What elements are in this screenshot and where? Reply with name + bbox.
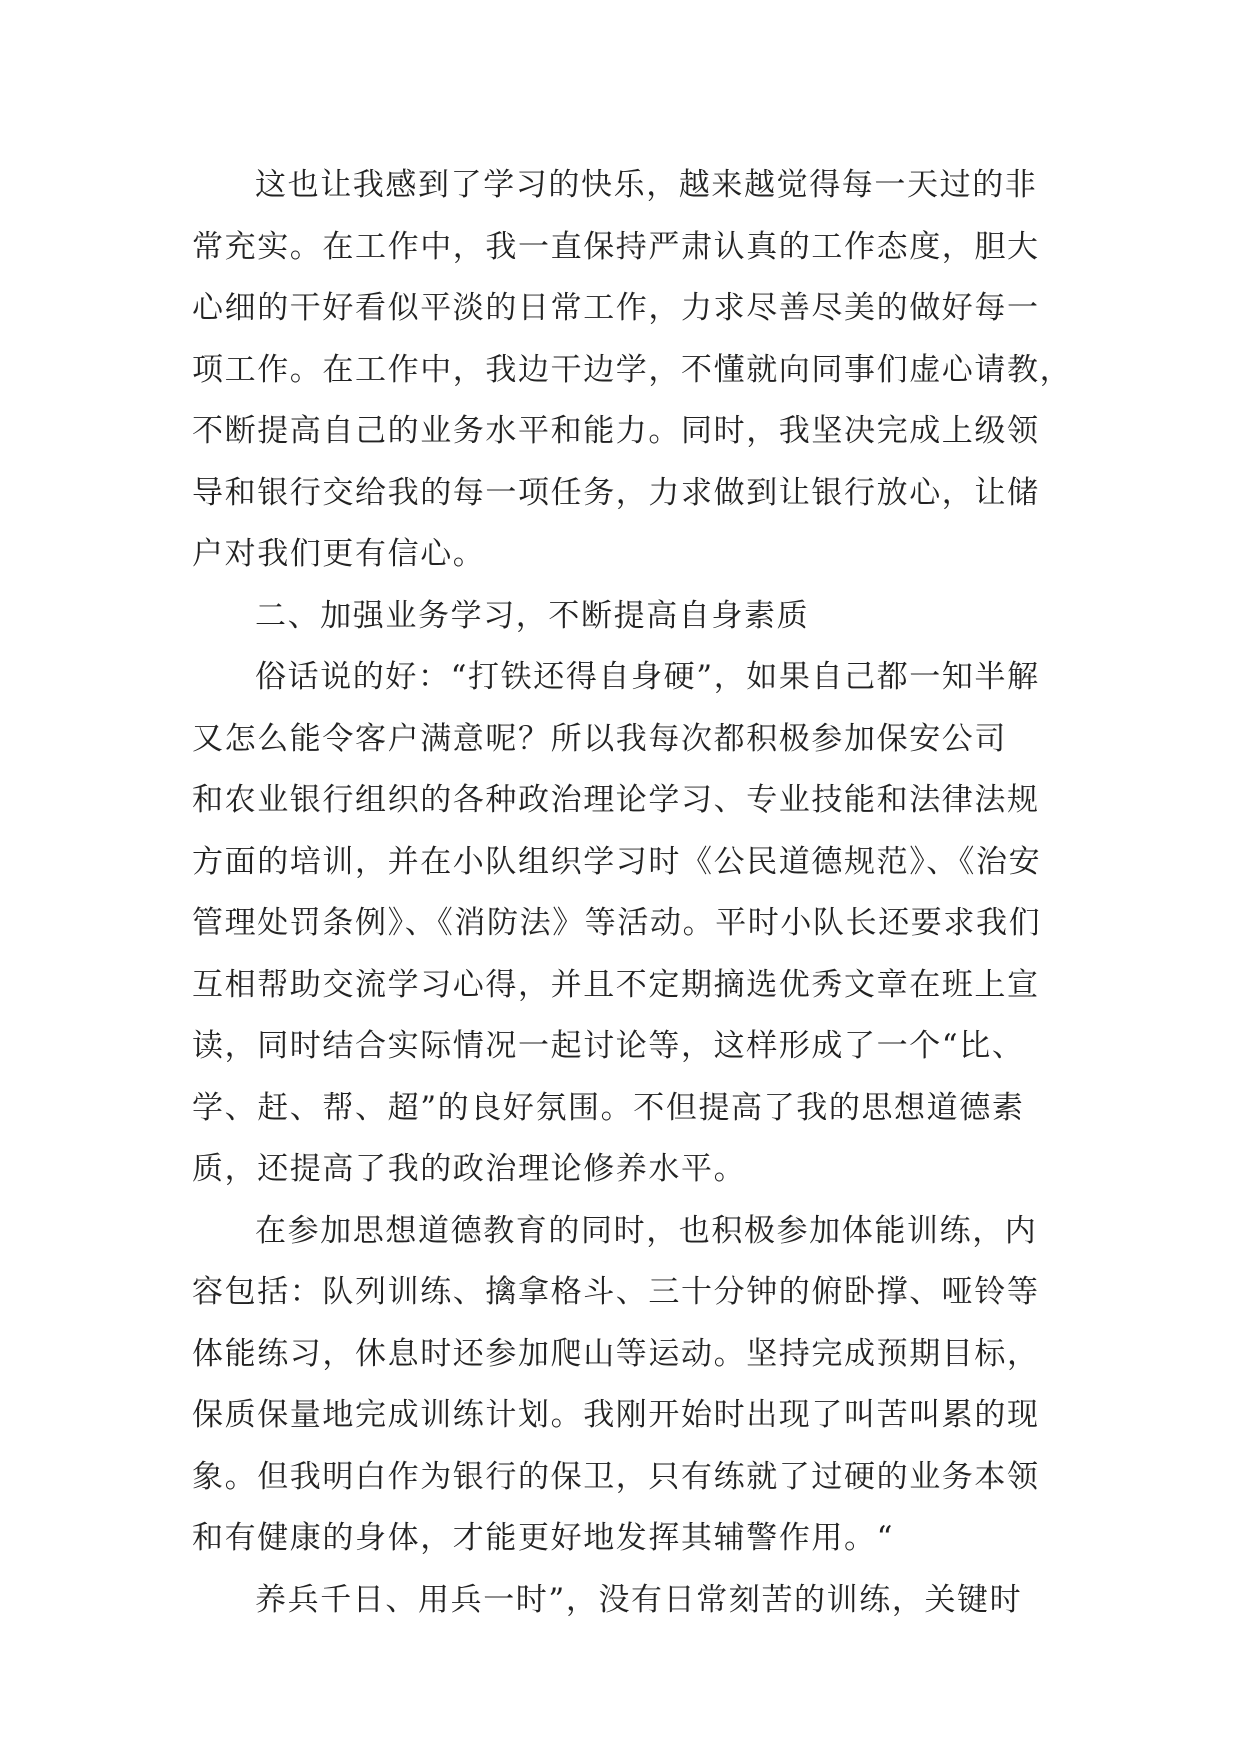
paragraph-line: 户对我们更有信心。 — [192, 536, 486, 572]
paragraph-line: 这也让我感到了学习的快乐，越来越觉得每一天过的非 — [255, 167, 1038, 203]
paragraph-line: 又怎么能令客户满意呢？所以我每次都积极参加保安公司 — [192, 720, 1007, 757]
paragraph-line: 不断提高自己的业务水平和能力。同时，我坚决完成上级领 — [192, 413, 1040, 449]
paragraph-line: 项工作。在工作中，我边干边学，不懂就向同事们虚心请教， — [192, 351, 1073, 388]
paragraph-line: 互相帮助交流学习心得，并且不定期摘选优秀文章在班上宣 — [192, 966, 1040, 1003]
paragraph-line: 方面的培训，并在小队组织学习时《公民道德规范》、《治安 — [192, 843, 1042, 880]
paragraph-line: 俗话说的好：“打铁还得自身硬”，如果自己都一知半解 — [255, 659, 1040, 695]
paragraph-line: 象。但我明白作为银行的保卫，只有练就了过硬的业务本领 — [192, 1458, 1040, 1495]
paragraph-line: 读，同时结合实际情况一起讨论等，这样形成了一个“比、 — [192, 1028, 1025, 1064]
body-text — [192, 155, 1072, 1631]
paragraph-line: 管理处罚条例》、《消防法》等活动。平时小队长还要求我们 — [192, 905, 1042, 941]
paragraph-line: 保质保量地完成训练计划。我刚开始时出现了叫苦叫累的现 — [192, 1397, 1040, 1433]
paragraph-line: 在参加思想道德教育的同时，也积极参加体能训练，内 — [255, 1212, 1038, 1249]
paragraph-line: 学、赶、帮、超”的良好氛围。不但提高了我的思想道德素 — [192, 1089, 1025, 1126]
paragraph-line: 和有健康的身体，才能更好地发挥其辅警作用。“ — [192, 1520, 895, 1556]
section-heading: 二、加强业务学习，不断提高自身素质 — [255, 597, 810, 634]
paragraph-line: 体能练习，休息时还参加爬山等运动。坚持完成预期目标， — [192, 1335, 1040, 1372]
paragraph-line: 导和银行交给我的每一项任务，力求做到让银行放心，让储 — [192, 474, 1040, 511]
paragraph-line: 质，还提高了我的政治理论修养水平。 — [192, 1151, 747, 1187]
paragraph-line: 容包括：队列训练、擒拿格斗、三十分钟的俯卧撑、哑铃等 — [192, 1274, 1040, 1310]
paragraph-line: 养兵千日、用兵一时”，没有日常刻苦的训练，关键时 — [255, 1581, 1023, 1618]
paragraph-line: 和农业银行组织的各种政治理论学习、专业技能和法律法规 — [192, 782, 1040, 818]
paragraph-line: 常充实。在工作中，我一直保持严肃认真的工作态度，胆大 — [192, 228, 1040, 265]
paragraph-line: 心细的干好看似平淡的日常工作，力求尽善尽美的做好每一 — [192, 290, 1040, 326]
